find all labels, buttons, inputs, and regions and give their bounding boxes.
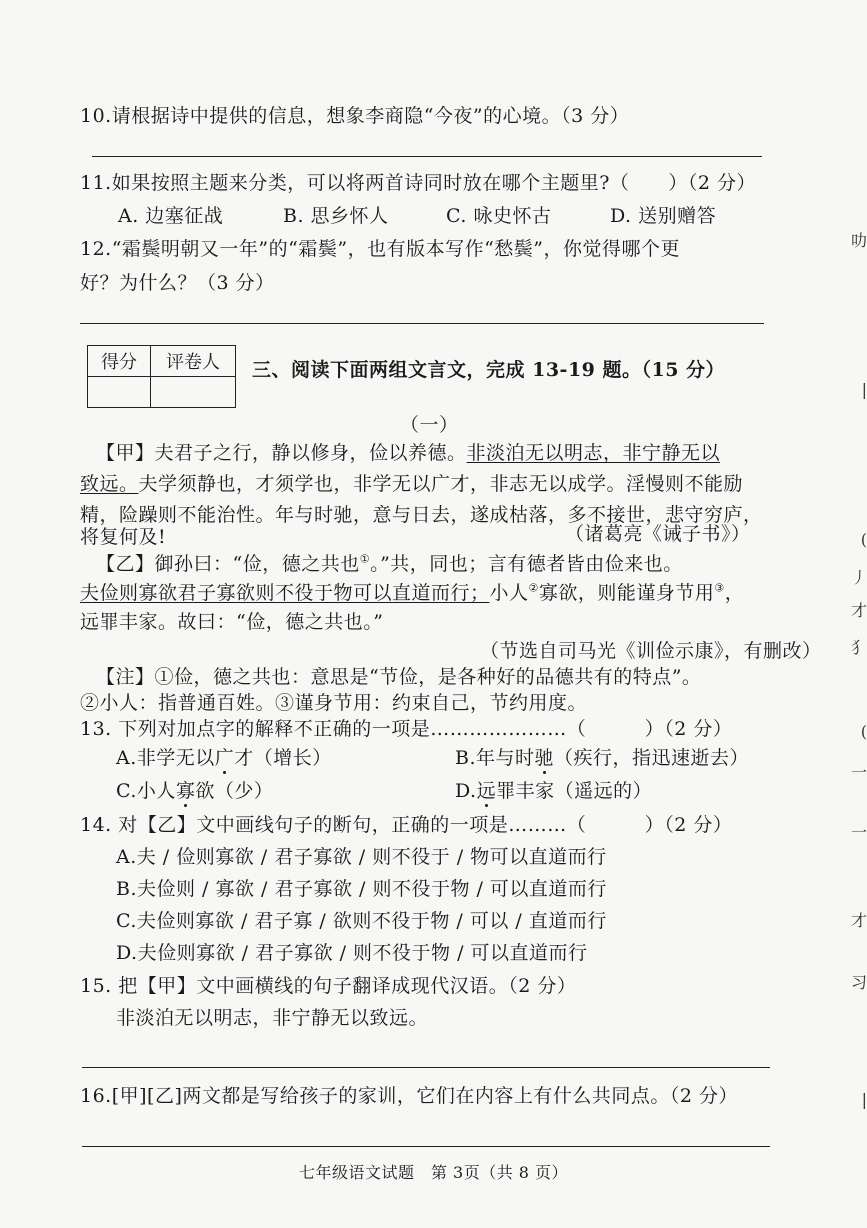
edge-glyph: | [861, 380, 867, 399]
option-text: （疾行，指迅速逝去） [554, 747, 750, 769]
grader-header: 评卷人 [151, 346, 236, 377]
edge-glyph: ( [860, 530, 867, 549]
score-header: 得分 [88, 346, 151, 377]
jia-line3: 精，险躁则不能治性。年与时驰，意与日去，遂成枯落，多不接世，悲守穷庐， [80, 504, 763, 526]
edge-glyph: 习 [850, 973, 867, 992]
section-3-title: 三、阅读下面两组文言文，完成 13-19 题。（15 分） [252, 359, 726, 381]
q11-option-d: D. 送别赠答 [610, 205, 717, 227]
option-text: A.非学无以 [116, 747, 215, 769]
question-15: 15. 把【甲】文中画横线的句子翻译成现代汉语。（2 分） [80, 975, 577, 997]
yi-text: ， [724, 582, 745, 604]
yi-source: （节选自司马光《训俭示康》，有删改） [480, 640, 822, 662]
dotted-char: 远 [476, 780, 497, 802]
note-line1: 【注】①俭，德之共也：意思是“节俭，是各种好的品德共有的特点”。 [96, 666, 702, 688]
jia-line1 [96, 440, 720, 466]
q14-option-d: D.夫俭则寡欲 / 君子寡欲 / 则不役于物 / 可以直道而行 [116, 942, 588, 964]
edge-glyph: 才 [850, 911, 867, 930]
edge-glyph: 一 [850, 763, 867, 782]
q14-option-a: A.夫 / 俭则寡欲 / 君子寡欲 / 则不役于 / 物可以直道而行 [116, 846, 607, 868]
question-10: 10.请根据诗中提供的信息，想象李商隐“今夜”的心境。（3 分） [80, 105, 630, 127]
yi-line2 [80, 580, 744, 606]
yi-text: 。”共，同也；言有德者皆由俭来也。 [370, 553, 683, 575]
edge-glyph: 丿 [850, 568, 867, 587]
footnote-mark: ② [528, 581, 539, 595]
edge-glyph: 犭 [850, 638, 867, 657]
yi-underlined-text: 夫俭则寡欲君子寡欲则不役于物可以直道而行； [80, 582, 490, 604]
q11-option-b: B. 思乡怀人 [283, 205, 389, 227]
part-one-label: （一） [400, 414, 459, 436]
edge-glyph: 叻 [850, 231, 867, 250]
jia-line2 [80, 471, 743, 497]
q11-option-a: A. 边塞征战 [118, 205, 224, 227]
question-12-line1: 12.“霜鬓明朝又一年”的“霜鬓”，也有版本写作“愁鬓”，你觉得哪个更 [80, 238, 680, 260]
yi-text: 【乙】御孙曰：“俭，德之共也 [96, 553, 360, 575]
question-14: 14. 对【乙】文中画线句子的断句，正确的一项是………（ ）（2 分） [80, 814, 733, 836]
page-footer: 七年级语文试题 第 3页（共 8 页） [298, 1163, 569, 1182]
option-text: D. [455, 780, 477, 802]
option-text: 才（增长） [234, 747, 332, 769]
edge-glyph: | [861, 1090, 867, 1109]
option-text: C.小人 [116, 780, 176, 802]
q13-option-c [116, 778, 273, 804]
score-cell[interactable] [88, 377, 151, 408]
jia-line4: 将复何及! [80, 526, 167, 548]
jia-underlined-text: 非淡泊无以明志，非宁静无以 [466, 442, 721, 464]
answer-line [92, 156, 762, 157]
q15-sentence: 非淡泊无以明志，非宁静无以致远。 [116, 1007, 429, 1029]
dotted-char: 寡 [175, 780, 196, 802]
note-line2: ②小人：指普通百姓。③谨身节用：约束自己，节约用度。 [80, 692, 588, 714]
option-text: 欲（少） [195, 780, 274, 802]
jia-text: 夫学须静也，才须学也，非学无以广才，非志无以成学。淫慢则不能励 [138, 473, 744, 495]
edge-glyph: 一 [850, 823, 867, 842]
footnote-mark: ① [359, 552, 371, 566]
answer-line [82, 1146, 770, 1147]
score-table [87, 345, 236, 408]
question-12-line2: 好？为什么？（3 分） [80, 272, 275, 294]
q11-option-c: C. 咏史怀古 [446, 205, 552, 227]
edge-glyph: ( [860, 722, 867, 741]
question-16: 16.[甲][乙]两文都是写给孩子的家训，它们在内容上有什么共同点。（2 分） [80, 1085, 738, 1107]
answer-line [82, 1067, 770, 1068]
grader-cell[interactable] [151, 377, 236, 408]
q14-option-b: B.夫俭则 / 寡欲 / 君子寡欲 / 则不役于物 / 可以直道而行 [116, 878, 607, 900]
footnote-mark: ③ [714, 581, 725, 595]
q13-option-d [455, 778, 652, 804]
q14-option-c: C.夫俭则寡欲 / 君子寡 / 欲则不役于物 / 可以 / 直道而行 [116, 910, 607, 932]
edge-glyph: 才 [850, 601, 867, 620]
jia-source: （诸葛亮《诫子书》） [565, 523, 751, 545]
question-13: 13. 下列对加点字的解释不正确的一项是…………………（ ）（2 分） [80, 718, 733, 740]
yi-text: 小人 [489, 582, 529, 604]
jia-underlined-text: 致远。 [80, 473, 139, 495]
jia-text: 【甲】夫君子之行，静以修身，俭以养德。 [96, 442, 467, 464]
yi-line1 [96, 551, 683, 577]
yi-line3: 远罪丰家。故曰：“俭，德之共也。” [80, 611, 384, 633]
option-text: 罪丰家（遥远的） [496, 780, 653, 802]
option-text: B.年与时 [455, 747, 535, 769]
question-11: 11.如果按照主题来分类，可以将两首诗同时放在哪个主题里?（ ）（2 分） [80, 172, 757, 194]
answer-line [80, 323, 764, 324]
yi-text: 寡欲，则能谨身节用 [538, 582, 715, 604]
q13-option-a [116, 745, 332, 771]
dotted-char: 驰 [534, 747, 555, 769]
q13-option-b [455, 745, 749, 771]
dotted-char: 广 [214, 747, 235, 769]
